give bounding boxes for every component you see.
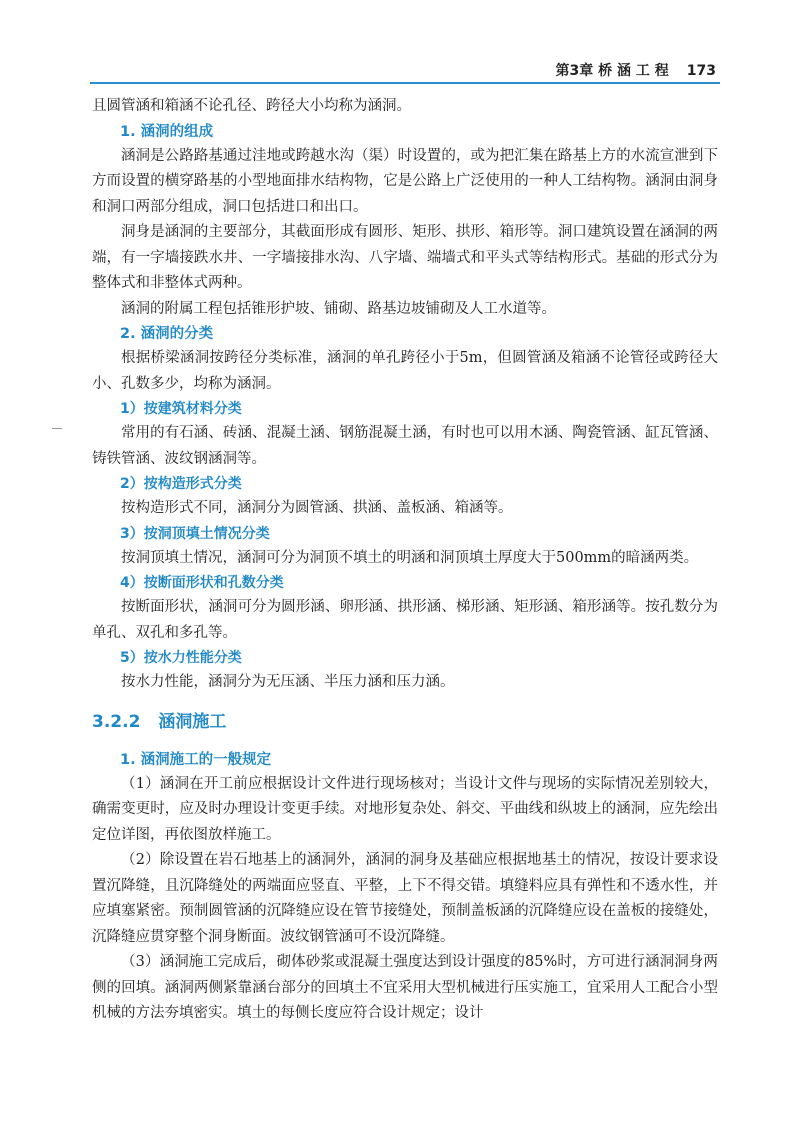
chapter-title: 第3章 桥 涵 工 程 (555, 63, 669, 79)
margin-mark (52, 428, 62, 429)
page-number: 173 (686, 63, 716, 79)
subheading-material: 1）按建筑材料分类 (120, 401, 242, 417)
subheading-section-shape: 4）按断面形状和孔数分类 (120, 575, 284, 591)
section-heading-general-rules: 1. 涵洞施工的一般规定 (120, 751, 272, 768)
header-text (556, 60, 716, 80)
paragraph: 根据桥梁涵洞按跨径分类标准，涵洞的单孔跨径小于5m，但圆管涵及箱涵不论管径或跨径大小、孔数多少，均称为涵洞。 (92, 350, 718, 392)
major-heading (92, 710, 718, 734)
section-heading-composition: 1. 涵洞的组成 (120, 123, 214, 140)
subheading-structure: 2）按构造形式分类 (120, 476, 242, 492)
paragraph: 洞身是涵洞的主要部分，其截面形成有圆形、矩形、拱形、箱形等。洞口建筑设置在涵洞的两端，有一字墙接跌水井、一字墙接排水沟、八字墙、端墙式和平头式等结构形式。基础的形式分为整体式和非整体式两种。 (92, 224, 718, 291)
subheading-hydraulic: 5）按水力性能分类 (120, 650, 242, 666)
rule-paragraph: （1）涵洞在开工前应根据设计文件进行现场核对；当设计文件与现场的实际情况差别较大，确需变更时，应及时办理设计变更手续。对地形复杂处、斜交、平曲线和纵坡上的涵洞，应先绘出定位详图，再依图放样施工。 (92, 775, 718, 843)
page-header (90, 60, 720, 84)
rule-paragraph: （3）涵洞施工完成后，砌体砂浆或混凝土强度达到设计强度的85%时，方可进行涵洞洞身两侧的回填。涵洞两侧紧靠涵台部分的回填土不宜采用大型机械进行压实施工，宜采用人工配合小型机械的方法夯填密实。填土的每侧长度应符合设计规定；设计 (92, 954, 718, 1021)
major-heading-title: 涵洞施工 (158, 711, 227, 732)
paragraph: 按水力性能，涵洞分为无压涵、半压力涵和压力涵。 (121, 674, 455, 690)
page-body (92, 94, 718, 1027)
intro-line: 且圆管涵和箱涵不论孔径、跨径大小均称为涵洞。 (92, 98, 411, 114)
section-heading-classification: 2. 涵洞的分类 (120, 326, 214, 342)
paragraph: 常用的有石涵、砖涵、混凝土涵、钢筋混凝土涵，有时也可以用木涵、陶瓷管涵、缸瓦管涵、铸铁管涵、波纹钢涵洞等。 (92, 425, 718, 467)
paragraph: 按断面形状，涵洞可分为圆形涵、卵形涵、拱形涵、梯形涵、矩形涵、箱形涵等。按孔数分为单孔、双孔和多孔等。 (92, 599, 718, 641)
major-heading-number: 3.2.2 (92, 711, 141, 732)
paragraph: 涵洞是公路路基通过洼地或跨越水沟（渠）时设置的，或为把汇集在路基上方的水流宣泄到下方而设置的横穿路基的小型地面排水结构物，它是公路上广泛使用的一种人工结构物。涵洞由洞身和洞口两部分组成，洞口包括进口和出口。 (92, 147, 718, 215)
paragraph: 涵洞的附属工程包括锥形护坡、铺砌、路基边坡铺砌及人工水道等。 (121, 300, 556, 317)
paragraph: 按洞顶填土情况，涵洞可分为洞顶不填土的明涵和洞顶填土厚度大于500mm的暗涵两类。 (121, 549, 699, 566)
paragraph: 按构造形式不同，涵洞分为圆管涵、拱涵、盖板涵、箱涵等。 (121, 500, 513, 516)
rule-paragraph: （2）除设置在岩石地基上的涵洞外，涵洞的洞身及基础应根据地基土的情况，按设计要求设置沉降缝，且沉降缝处的两端面应竖直、平整，上下不得交错。填缝料应具有弹性和不透水性，并应填塞紧密。预制圆管涵的沉降缝应设在管节接缝处，预制盖板涵的沉降缝应设在盖板的接缝处，沉降缝应贯穿整个洞身断面。波纹钢管涵可不设沉降缝。 (92, 852, 718, 945)
subheading-fill: 3）按洞顶填土情况分类 (120, 525, 270, 542)
